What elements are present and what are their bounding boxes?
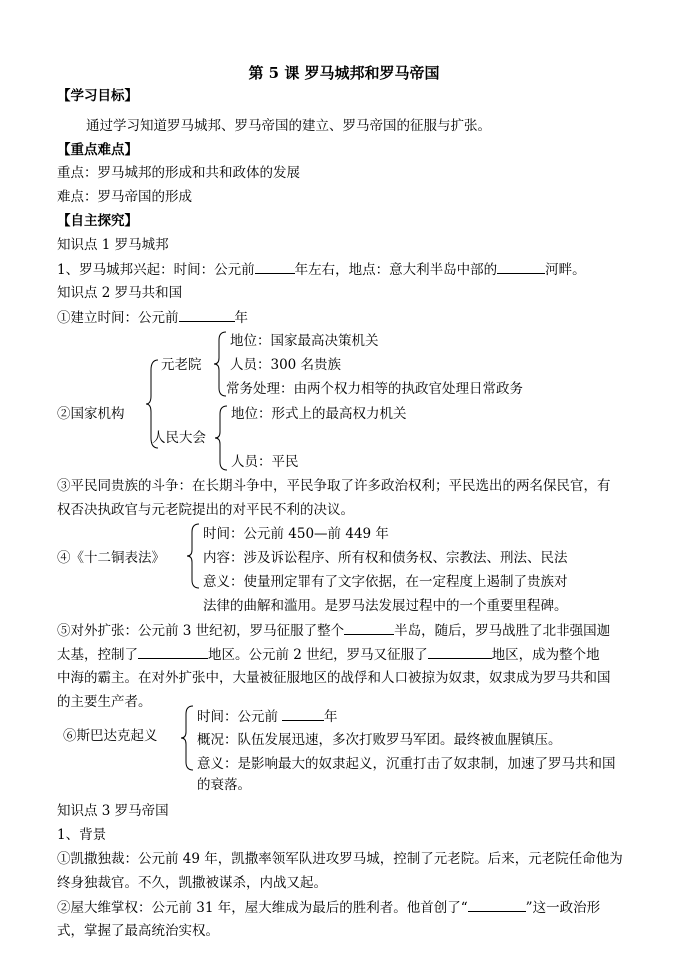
k1-rise-b: 年左右，地点：意大利半岛中部的 (294, 262, 498, 278)
explore-heading: 【自主探究】 (57, 213, 138, 229)
answer-blank[interactable] (497, 259, 545, 274)
key-focus: 重点：罗马城邦的形成和共和政体的发展 (57, 165, 300, 181)
organs-label: ②国家机构 (57, 406, 125, 422)
answer-blank[interactable] (344, 620, 394, 635)
q5-l1-b: 半岛，随后，罗马战胜了北非强国迦 (394, 623, 611, 639)
key-difficulty: 难点：罗马帝国的形成 (57, 189, 192, 205)
assembly-label: 人民大会 (152, 430, 206, 446)
spartacus-time-line (197, 706, 338, 727)
q5-line2 (57, 644, 600, 665)
octavian-a: ②屋大维掌权：公元前 31 年，屋大维成为最后的胜利者。他首创了“ (57, 900, 468, 916)
q5-line3: 中海的霸主。在对外扩张中，大量被征服地区的战俘和人口被掠为奴隶，奴隶成为罗马共和国 (57, 670, 611, 686)
k2-q1-a: ①建立时间：公元前 (57, 310, 179, 326)
caesar-line1: ①凯撒独裁：公元前 49 年，凯撒率领军队进攻罗马城，控制了元老院。后来，元老院任命他为 (57, 851, 623, 867)
k1-rise-c: 河畔。 (545, 262, 586, 278)
answer-blank[interactable] (282, 706, 324, 721)
tables-time: 时间：公元前 450—前 449 年 (203, 526, 389, 542)
q5-l2-b: 地区。公元前 2 世纪，罗马又征服了 (208, 647, 428, 663)
key-heading: 【重点难点】 (57, 142, 138, 158)
page-title: 第 5 课 罗马城邦和罗马帝国 (248, 64, 440, 82)
tables-label: ④《十二铜表法》 (57, 550, 165, 566)
caesar-line2: 终身独裁官。不久，凯撒被谋杀，内战又起。 (57, 875, 327, 891)
k1-rise-line (57, 259, 586, 280)
senate-status: 地位：国家最高决策机关 (230, 333, 379, 349)
sp-time-a: 时间：公元前 (197, 709, 278, 725)
senate-members: 人员：300 名贵族 (230, 357, 342, 373)
answer-blank[interactable] (138, 644, 208, 659)
tables-meaning2: 法律的曲解和滥用。是罗马法发展过程中的一个重要里程碑。 (203, 598, 568, 614)
sp-time-b: 年 (324, 709, 338, 725)
answer-blank[interactable] (255, 259, 295, 274)
senate-affairs: 常务处理：由两个权力相等的执政官处理日常政务 (226, 381, 523, 397)
goal-text: 通过学习知道罗马城邦、罗马帝国的建立、罗马帝国的征服与扩张。 (86, 118, 491, 134)
q5-line4: 的主要生产者。 (57, 694, 152, 710)
q3-line2: 权否决执政官与元老院提出的对平民不利的决议。 (57, 502, 354, 518)
goal-heading: 【学习目标】 (57, 88, 138, 104)
k2-q1-line (57, 307, 248, 328)
octavian-b: ”这一政治形 (525, 900, 601, 916)
k1-rise-a: 1、罗马城邦兴起：时间：公元前 (57, 262, 255, 278)
answer-blank[interactable] (468, 897, 526, 912)
k2-title: 知识点 2 罗马共和国 (57, 285, 183, 301)
octavian-line2: 式，掌握了最高统治实权。 (57, 923, 219, 939)
tables-brace (186, 522, 200, 590)
q3-line1: ③平民同贵族的斗争：在长期斗争中，平民争取了许多政治权利；平民选出的两名保民官，有 (57, 478, 611, 494)
q5-line1 (57, 620, 610, 641)
spartacus-brace (180, 704, 194, 772)
k1-title: 知识点 1 罗马城邦 (57, 237, 169, 253)
answer-blank[interactable] (428, 644, 492, 659)
q5-l2-a: 太基，控制了 (57, 647, 138, 663)
senate-brace (213, 330, 227, 398)
k3-title: 知识点 3 罗马帝国 (57, 803, 169, 819)
assembly-status: 地位：形式上的最高权力机关 (231, 406, 407, 422)
k2-q1-b: 年 (234, 310, 248, 326)
spartacus-meaning1: 意义：是影响最大的奴隶起义，沉重打击了奴隶制，加速了罗马共和国 (197, 756, 616, 772)
spartacus-meaning2: 的衰落。 (197, 777, 251, 793)
senate-label: 元老院 (161, 357, 202, 373)
spartacus-label: ⑥斯巴达克起义 (63, 728, 158, 744)
answer-blank[interactable] (179, 307, 235, 322)
assembly-members: 人员：平民 (231, 454, 299, 470)
q5-l2-c: 地区，成为整个地 (491, 647, 600, 663)
octavian-line1 (57, 897, 600, 918)
tables-content: 内容：涉及诉讼程序、所有权和债务权、宗教法、刑法、民法 (203, 550, 568, 566)
q5-l1-a: ⑤对外扩张：公元前 3 世纪初，罗马征服了整个 (57, 623, 345, 639)
assembly-brace (214, 404, 228, 472)
tables-meaning1: 意义：使量刑定罪有了文字依据，在一定程度上遏制了贵族对 (203, 574, 568, 590)
spartacus-overview: 概况：队伍发展迅速，多次打败罗马军团。最终被血腥镇压。 (197, 732, 562, 748)
background-title: 1、背景 (57, 827, 107, 843)
